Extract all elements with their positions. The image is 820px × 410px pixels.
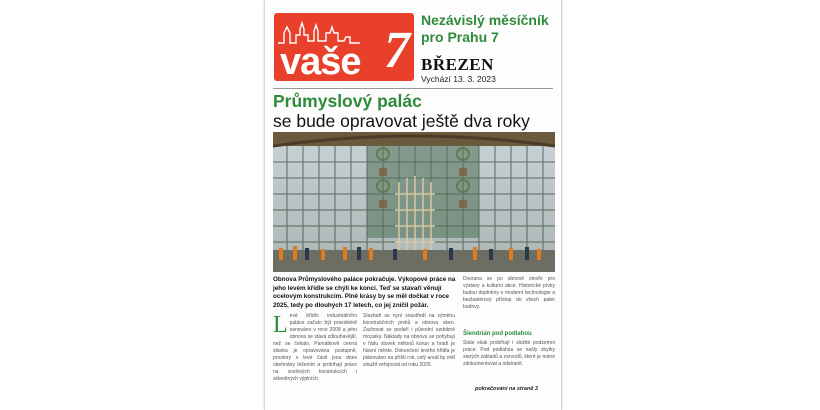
drop-cap: L	[273, 313, 288, 338]
logo-number: 7	[384, 22, 410, 79]
continuation-note: pokračování na straně 3	[475, 386, 538, 392]
section-subhead: Šlendrián pod podlahou	[463, 331, 532, 337]
article-column-2: Stavbaři se nyní soustředí na výměnu konstrukčních prvků a obnovu oken. Zachovat se podaří i původní ozdobné mozaiky. Náklady na obnovu se pohybují v řádu stovek milionů korun a hradí je hlavní město. Dokončení levého křídla je plánováno na příští rok, celý areál by měl sloužit veřejnosti od roku 2025.	[363, 313, 455, 368]
article-lead: Obnova Průmyslového paláce pokračuje. Výkopové práce na jeho levém křídle se chýlí ke konci. Teď se stavaří věnují ocelovým konstrukcím. Plně krásy by se měl dočkat v roce 2025, tedy po dlouhých 17 letech, co jej zničil požár.	[273, 276, 456, 309]
headline-primary: Průmyslový palác	[273, 91, 422, 111]
masthead-logo	[274, 13, 414, 81]
article-column-3b: Stále však probíhají i složité podzemní práce. Pod podlahou se našly zbytky starých základů a rozvodů, které je nutné zdokumentovat a odstranit.	[463, 340, 555, 367]
article-photo	[273, 132, 555, 272]
article-column-1	[273, 313, 357, 410]
article-column-3: Dvorana se po obnově otevře pro výstavy a kulturní akce. Historické prvky budou doplněny o moderní technologie a bezbariérový přístup do všech pater budovy.	[463, 276, 555, 310]
headline-secondary: se bude opravovat ještě dva roky	[273, 111, 530, 131]
issue-date: Vychází 13. 3. 2023	[421, 74, 496, 84]
column-1-text: evé křídlo industriálního paláce začalo být pravidelně sanováno v roce 2008 a jeho obnova se stává zdlouhavější, než se čekalo. Památkově cenná stavba je opravována postupně, prostory v levé části jsou dnes obehnány lešením a probíhají práce na ocelových konstrukcích i skleněných výplních.	[273, 313, 357, 382]
logo-word: vaše	[280, 41, 361, 81]
header-divider	[273, 88, 553, 89]
newspaper-page	[264, 0, 562, 410]
tagline: Nezávislý měsíčník pro Prahu 7	[421, 12, 549, 45]
issue-month: BŘEZEN	[421, 55, 494, 74]
